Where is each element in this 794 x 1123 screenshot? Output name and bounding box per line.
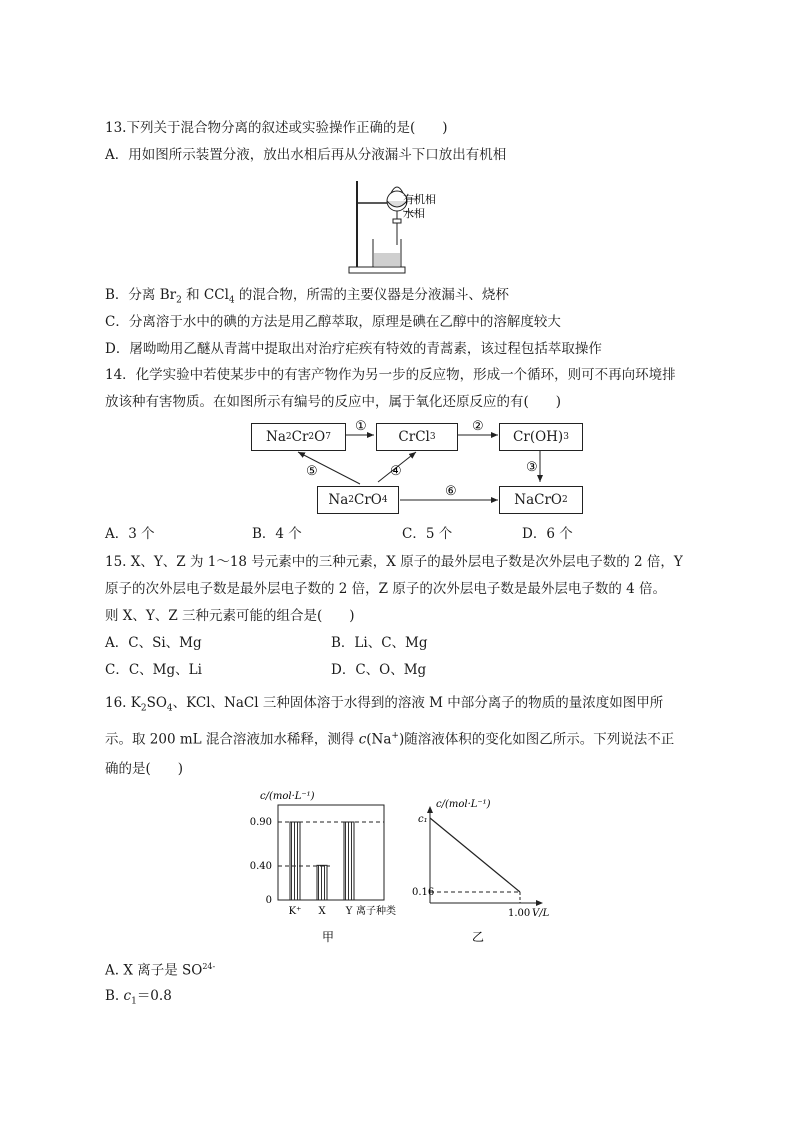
q13-option-c: C．分离溶于水中的碘的方法是用乙醇萃取，原理是碘在乙醇中的溶解度较大 — [105, 314, 561, 330]
reaction-2-label: ② — [472, 420, 484, 434]
box-crcl3: CrCl 3 — [376, 423, 458, 451]
jia-xtick-x: X — [318, 906, 326, 917]
jia-ytick-0: 0 — [265, 895, 272, 906]
q15-option-c: C．C、Mg、Li — [105, 662, 202, 678]
q16-line1: 16. $K_2SO_4$、KCl、NaCl 三种固体溶于水得到的溶液 M 中部分离子的物质的量浓度如图甲所 — [105, 695, 664, 714]
q13-option-a: A．用如图所示装置分液，放出水相后再从分液漏斗下口放出有机相 — [105, 147, 507, 163]
jia-bar-x — [317, 865, 327, 900]
jia-ytick-090: 0.90 — [249, 817, 272, 828]
organic-phase-label: 有机相 — [403, 193, 436, 206]
yi-data-line — [430, 818, 520, 892]
water-phase-label: 水相 — [403, 207, 425, 220]
chart-yi — [408, 797, 558, 957]
yi-xtick-100: 1.00 — [508, 908, 531, 919]
jia-title: 甲 — [321, 930, 335, 944]
q13-option-b: B．分离 $Br_2$ 和 CCl$_4$ 的混合物，所需的主要仪器是分液漏斗、烧杯 — [105, 287, 509, 306]
jia-xtick-y: Y — [345, 906, 353, 917]
yi-xlabel: V/L — [532, 908, 550, 919]
q15-line3: 则 X、Y、Z 三种元素可能的组合是( ) — [105, 608, 355, 624]
box-na2cro4: Na 2 CrO 4 — [317, 486, 399, 514]
box-croh3: Cr(OH) 3 — [499, 423, 583, 451]
yi-ytick-016: 0.16 — [412, 887, 435, 898]
q13-stem: 13.下列关于混合物分离的叙述或实验操作正确的是( ) — [105, 120, 448, 136]
chart-jia — [248, 787, 408, 947]
reaction-3-label: ③ — [526, 460, 538, 475]
q15-line2: 原子的次外层电子数是最外层电子数的 2 倍，Z 原子的次外层电子数是最外层电子数的 4 倍。 — [105, 581, 667, 597]
reaction-4-label: ④ — [390, 464, 402, 479]
box-na2cr2o7: Na 2 Cr 2 O 7 — [251, 423, 346, 451]
q15-option-d: D．C、O、Mg — [331, 662, 427, 678]
yi-ytick-c1: c₁ — [418, 814, 428, 825]
yi-ylabel: c/(mol·L⁻¹) — [436, 799, 491, 810]
q16-option-b: B. $c_1=0.8$ — [105, 988, 172, 1007]
q14-option-c: C．5 个 — [402, 526, 453, 542]
q16-option-a: A. X 离子是 $SO^{24-}$ — [105, 962, 216, 979]
yi-title: 乙 — [471, 930, 485, 944]
q16-line3: 确的是( ) — [105, 761, 184, 777]
q15-line1: 15. X、Y、Z 为 1～18 号元素中的三种元素，X 原子的最外层电子数是次外层电子数的 2 倍，Y — [105, 554, 683, 570]
q16-line2: 示。取 200 mL 混合溶液加水稀释，测得 c(Na+)随溶液体积的变化如图乙所示。下列说法不正 — [105, 731, 675, 748]
q13-option-d: D．屠呦呦用乙醚从青蒿中提取出对治疗疟疾有特效的青蒿素，该过程包括萃取操作 — [105, 341, 602, 357]
q14-option-a: A．3 个 — [105, 526, 155, 542]
jia-ytick-040: 0.40 — [249, 861, 272, 872]
q14-stem-line2: 放该种有害物质。在如图所示有编号的反应中，属于氧化还原反应的有( ) — [105, 394, 562, 410]
reaction-6-label: ⑥ — [445, 484, 457, 499]
jia-xtick-k: K⁺ — [288, 906, 302, 917]
reaction-5-label: ⑤ — [306, 464, 318, 479]
q14-option-d: D．6 个 — [522, 526, 573, 542]
jia-ylabel: c/(mol·L⁻¹) — [260, 791, 315, 802]
box-nacro2: NaCrO 2 — [499, 486, 583, 514]
jia-bar-k — [290, 822, 300, 900]
separatory-funnel-figure — [345, 175, 465, 275]
q14-stem-line1: 14．化学实验中若使某步中的有害产物作为另一步的反应物，形成一个循环，则可不再向环境排 — [105, 367, 676, 383]
q14-option-b: B．4 个 — [252, 526, 302, 542]
jia-xlabel: 离子种类 — [356, 906, 396, 917]
jia-bar-y — [344, 822, 354, 900]
reaction-1-label: ① — [355, 420, 367, 434]
q15-option-a: A．C、Si、Mg — [105, 635, 202, 651]
q15-option-b: B．Li、C、Mg — [331, 635, 428, 651]
